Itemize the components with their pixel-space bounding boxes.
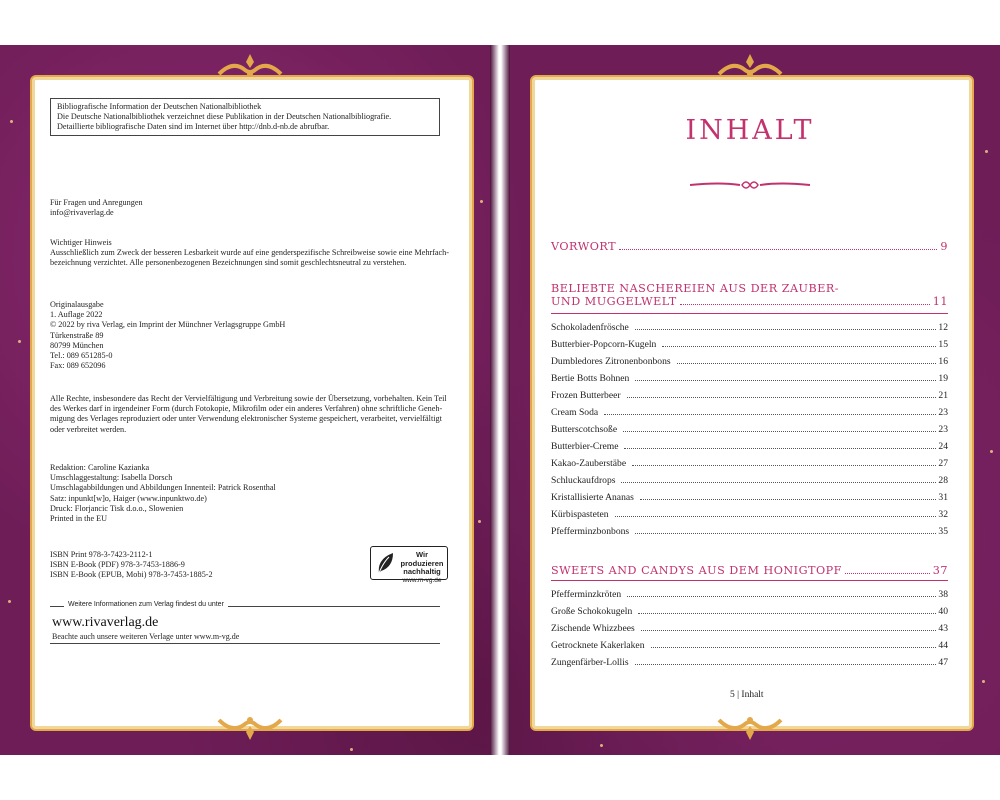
toc-list-naschereien xyxy=(551,316,948,537)
publisher-info-box xyxy=(50,601,440,644)
toc-item[interactable] xyxy=(551,651,948,668)
sparkle xyxy=(982,680,985,683)
publisher-website-link[interactable]: www.rivaverlag.de xyxy=(52,615,159,630)
badge-line1: Wir produzieren xyxy=(400,550,444,568)
toc-item-label: Zungenfärber-Lollis xyxy=(551,657,629,668)
isbn-block xyxy=(50,550,350,581)
notice-title: Wichtiger Hinweis xyxy=(50,238,112,247)
sparkle xyxy=(480,200,483,203)
sparkle xyxy=(600,744,603,747)
toc-item-page: 23 xyxy=(938,424,948,435)
section-title: VORWORT xyxy=(551,240,617,253)
toc-item-label: Pfefferminzbonbons xyxy=(551,526,630,537)
edition-line: 1. Auflage 2022 xyxy=(50,310,103,320)
section-rule xyxy=(551,580,948,581)
toc-item-page: 40 xyxy=(938,606,948,617)
leader-dots xyxy=(619,249,937,250)
toc-item-label: Schokoladenfrösche xyxy=(551,322,629,333)
sustainability-badge xyxy=(370,546,448,584)
ornament-bottom-left-icon xyxy=(215,712,285,742)
toc-item[interactable] xyxy=(551,367,948,384)
badge-line2: nachhaltig xyxy=(403,567,441,576)
ornament-top-right-icon xyxy=(715,52,785,82)
sparkle xyxy=(478,520,481,523)
rights-line: des Werkes darf in irgendeiner Form (durch Fotokopie, Mikrofilm oder ein anderes Verfahren) ohne schriftliche Geneh- xyxy=(50,404,443,414)
ornament-bottom-right-icon xyxy=(715,712,785,742)
toc-item[interactable] xyxy=(551,401,948,418)
toc-item-page: 38 xyxy=(938,589,948,600)
rights-block xyxy=(50,394,450,435)
toc-item[interactable] xyxy=(551,503,948,520)
toc-item[interactable] xyxy=(551,316,948,333)
questions-block xyxy=(50,198,450,218)
toc-item[interactable] xyxy=(551,617,948,634)
toc-item-page: 24 xyxy=(938,441,948,452)
page-footer: 5 | Inhalt xyxy=(730,690,764,700)
toc-item-label: Butterbier-Popcorn-Kugeln xyxy=(551,339,657,350)
toc-item-label: Pfefferminzkröten xyxy=(551,589,622,600)
toc-item-label: Cream Soda xyxy=(551,407,599,418)
toc-item-page: 15 xyxy=(938,339,948,350)
toc-item-label: Kürbispasteten xyxy=(551,509,609,520)
rights-line: Alle Rechte, insbesondere das Recht der Vervielfältigung und Verbreitung sowie der Übersetzung, vorbehalten. Kein Teil xyxy=(50,394,447,403)
section-page: 9 xyxy=(940,240,948,253)
toc-item-label: Bertie Botts Bohnen xyxy=(551,373,630,384)
edition-line: 80799 München xyxy=(50,340,104,350)
questions-email[interactable]: info@rivaverlag.de xyxy=(50,208,114,218)
sparkle xyxy=(10,120,13,123)
isbn-line: ISBN E-Book (EPUB, Mobi) 978-3-7453-1885-2 xyxy=(50,570,213,580)
toc-item-page: 12 xyxy=(938,322,948,333)
biblio-line: Die Deutsche Nationalbibliothek verzeichnet diese Publikation in der Deutschen Nationalbibliografie. xyxy=(57,112,392,122)
toc-item-page: 21 xyxy=(938,390,948,401)
ornament-top-left-icon xyxy=(215,52,285,82)
edition-line: Fax: 089 652096 xyxy=(50,361,106,371)
toc-item-page: 27 xyxy=(938,458,948,469)
toc-item-page: 32 xyxy=(938,509,948,520)
section-page: 37 xyxy=(932,564,948,577)
edition-line: Tel.: 089 651285-0 xyxy=(50,351,113,361)
credit-line: Redaktion: Caroline Kazianka xyxy=(50,463,150,472)
title-divider-icon xyxy=(690,178,810,192)
badge-text xyxy=(397,551,447,585)
section-page: 11 xyxy=(932,295,948,308)
section-rule xyxy=(551,313,948,314)
credit-line: Printed in the EU xyxy=(50,514,108,524)
credit-line: Umschlaggestaltung: Isabella Dorsch xyxy=(50,473,173,483)
edition-line: Originalausgabe xyxy=(50,300,104,309)
toc-item-label: Frozen Butterbeer xyxy=(551,390,621,401)
sparkle xyxy=(8,600,11,603)
toc-item-page: 16 xyxy=(938,356,948,367)
toc-item[interactable] xyxy=(551,600,948,617)
toc-item-label: Getrocknete Kakerlaken xyxy=(551,640,645,651)
sparkle xyxy=(18,340,21,343)
toc-item[interactable] xyxy=(551,333,948,350)
toc-item[interactable] xyxy=(551,418,948,435)
toc-section-naschereien[interactable] xyxy=(551,282,948,308)
toc-item[interactable] xyxy=(551,520,948,537)
credit-line: Umschlagabbildungen und Abbildungen Innenteil: Patrick Rosenthal xyxy=(50,483,276,493)
questions-label: Für Fragen und Anregungen xyxy=(50,198,143,207)
toc-section-vorwort[interactable] xyxy=(551,240,948,253)
info-label: Weitere Informationen zum Verlag findest du unter xyxy=(64,601,228,608)
notice-block xyxy=(50,238,450,269)
edition-block xyxy=(50,300,450,371)
sparkle xyxy=(350,748,353,751)
edition-line: Türkenstraße 89 xyxy=(50,330,104,340)
toc-item-label: Schluckaufdrops xyxy=(551,475,616,486)
leaf-icon xyxy=(375,551,395,575)
badge-url: www.m-vg.de xyxy=(402,576,442,584)
section-title: SWEETS AND CANDYS AUS DEM HONIGTOPF xyxy=(551,564,842,577)
toc-item-page: 35 xyxy=(938,526,948,537)
isbn-line: ISBN Print 978-3-7423-2112-1 xyxy=(50,550,153,559)
toc-item[interactable] xyxy=(551,634,948,651)
sparkle xyxy=(990,450,993,453)
biblio-line: Detaillierte bibliografische Daten sind im Internet über http://dnb.d-nb.de abrufbar. xyxy=(57,122,330,132)
book-gutter xyxy=(490,45,510,755)
credit-line: Druck: Florjancic Tisk d.o.o., Slowenien xyxy=(50,503,184,513)
toc-item[interactable] xyxy=(551,583,948,600)
toc-item-page: 23 xyxy=(938,407,948,418)
toc-item-page: 19 xyxy=(938,373,948,384)
rights-line: migung des Verlages reproduziert oder unter Verwendung elektronischer Systeme gespeichert, verarbeitet, vervielfältigt xyxy=(50,414,442,424)
edition-line: © 2022 by riva Verlag, ein Imprint der Münchner Verlagsgruppe GmbH xyxy=(50,320,286,330)
section-title-line2: UND MUGGELWELT xyxy=(551,295,677,308)
page-title: INHALT xyxy=(685,115,815,146)
isbn-line: ISBN E-Book (PDF) 978-3-7453-1886-9 xyxy=(50,560,185,570)
toc-item-label: Butterbier-Creme xyxy=(551,441,619,452)
rights-line: oder verbreitet werden. xyxy=(50,424,127,434)
toc-item[interactable] xyxy=(551,469,948,486)
toc-item-label: Butterscotchsoße xyxy=(551,424,618,435)
section-title-line1: BELIEBTE NASCHEREIEN AUS DER ZAUBER- xyxy=(551,282,840,295)
toc-item[interactable] xyxy=(551,384,948,401)
toc-list-honigtopf xyxy=(551,583,948,668)
toc-item-label: Kakao-Zauberstäbe xyxy=(551,458,627,469)
notice-line: bezeichnung verzichtet. Alle personenbezogenen Bezeichnungen sind somit geschlechtsneutral zu verstehen. xyxy=(50,258,407,268)
toc-item-label: Dumbledores Zitronenbonbons xyxy=(551,356,671,367)
toc-item[interactable] xyxy=(551,435,948,452)
toc-item-label: Zischende Whizzbees xyxy=(551,623,635,634)
leader-dots xyxy=(845,573,930,574)
toc-item[interactable] xyxy=(551,350,948,367)
toc-item[interactable] xyxy=(551,486,948,503)
credits-block xyxy=(50,463,450,524)
toc-item-page: 44 xyxy=(938,640,948,651)
notice-line: Ausschließlich zum Zweck der besseren Lesbarkeit wurde auf eine genderspezifische Schreibweise sowie eine Mehrfach- xyxy=(50,248,449,258)
toc-item-page: 43 xyxy=(938,623,948,634)
biblio-line: Bibliografische Information der Deutschen Nationalbibliothek xyxy=(57,102,262,111)
leader-dots xyxy=(680,304,930,305)
toc-item-page: 28 xyxy=(938,475,948,486)
toc-item-label: Große Schokokugeln xyxy=(551,606,633,617)
info-more: Beachte auch unsere weiteren Verlage unter www.m-vg.de xyxy=(52,632,240,641)
toc-section-honigtopf[interactable] xyxy=(551,564,948,577)
credit-line: Satz: inpunkt[w]o, Haiger (www.inpunktwo.de) xyxy=(50,493,207,503)
toc-item-label: Kristallisierte Ananas xyxy=(551,492,634,503)
toc-item-page: 47 xyxy=(938,657,948,668)
bibliographic-info-box xyxy=(50,98,440,136)
toc-item-page: 31 xyxy=(938,492,948,503)
toc-item[interactable] xyxy=(551,452,948,469)
sparkle xyxy=(985,150,988,153)
